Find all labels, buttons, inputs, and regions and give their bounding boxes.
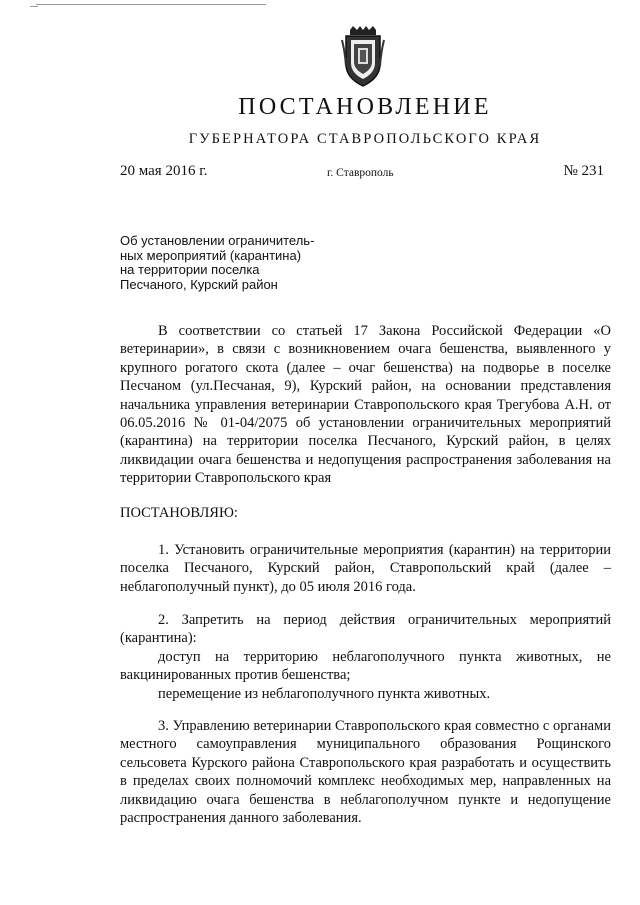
document-title: ПОСТАНОВЛЕНИЕ [238, 94, 492, 120]
document-date: 20 мая 2016 г. [120, 163, 208, 179]
document-issuer: ГУБЕРНАТОРА СТАВРОПОЛЬСКОГО КРАЯ [188, 131, 542, 147]
clause-3: 3. Управлению ветеринарии Ставропольского края совместно с органами местного самоуправления муниципального образования Рощинского сельсовета Курского района Ставропольского края разработать и осуществить в пределах своих полномочий комплекс необходимых мер, направленных на ликвидацию очага бешенства в неблагополучном пункте и недопущение распространения данного заболевания. [120, 718, 611, 827]
clause-2-subitem: перемещение из неблагополучного пункта животных. [158, 685, 491, 702]
coat-of-arms-emblem [340, 26, 386, 88]
document-city: г. Ставрополь [327, 167, 394, 179]
subject-line: на территории поселка [120, 262, 260, 277]
clause-1: 1. Установить ограничительные мероприятия (карантин) на территории поселка Песчаного, Курский район, Ставропольский край (далее – неблагополучный пункт), до 05 июля 2016 года. [120, 542, 611, 595]
document-subject [120, 234, 380, 292]
clause-2-subitem: доступ на территорию неблагополучного пункта животных, не вакцинированных против бешенства; [120, 648, 611, 684]
scan-artifact-line [30, 6, 38, 7]
subject-line: Песчаного, Курский район [120, 276, 278, 292]
preamble-paragraph: В соответствии со статьей 17 Закона Российской Федерации «О ветеринарии», в связи с возникновением очага бешенства, выявленного у крупного рогатого скота (далее – очаг бешенства) на подворье в поселке Песчаном (ул.Песчаная, 9), Курский район, на основании представления начальника управления ветеринарии Ставропольского края Трегубова А.Н. от 06.05.2016 № 01-04/2075 об установлении ограничительных мероприятий (карантина) на территории поселка Песчаного, Курский район, в целях ликвидации очага бешенства и недопущения распространения заболевания на территории Ставропольского края [120, 323, 611, 487]
scan-artifact-line [36, 4, 266, 5]
document-number: № 231 [563, 163, 604, 179]
subject-line: ных мероприятий (карантина) [120, 247, 302, 263]
resolution-heading: ПОСТАНОВЛЯЮ: [120, 505, 238, 521]
clause-2-intro: 2. Запретить на период действия ограничительных мероприятий (карантина): [120, 612, 611, 647]
subject-line: Об установлении ограничитель- [120, 233, 315, 248]
clause-2 [120, 611, 611, 703]
